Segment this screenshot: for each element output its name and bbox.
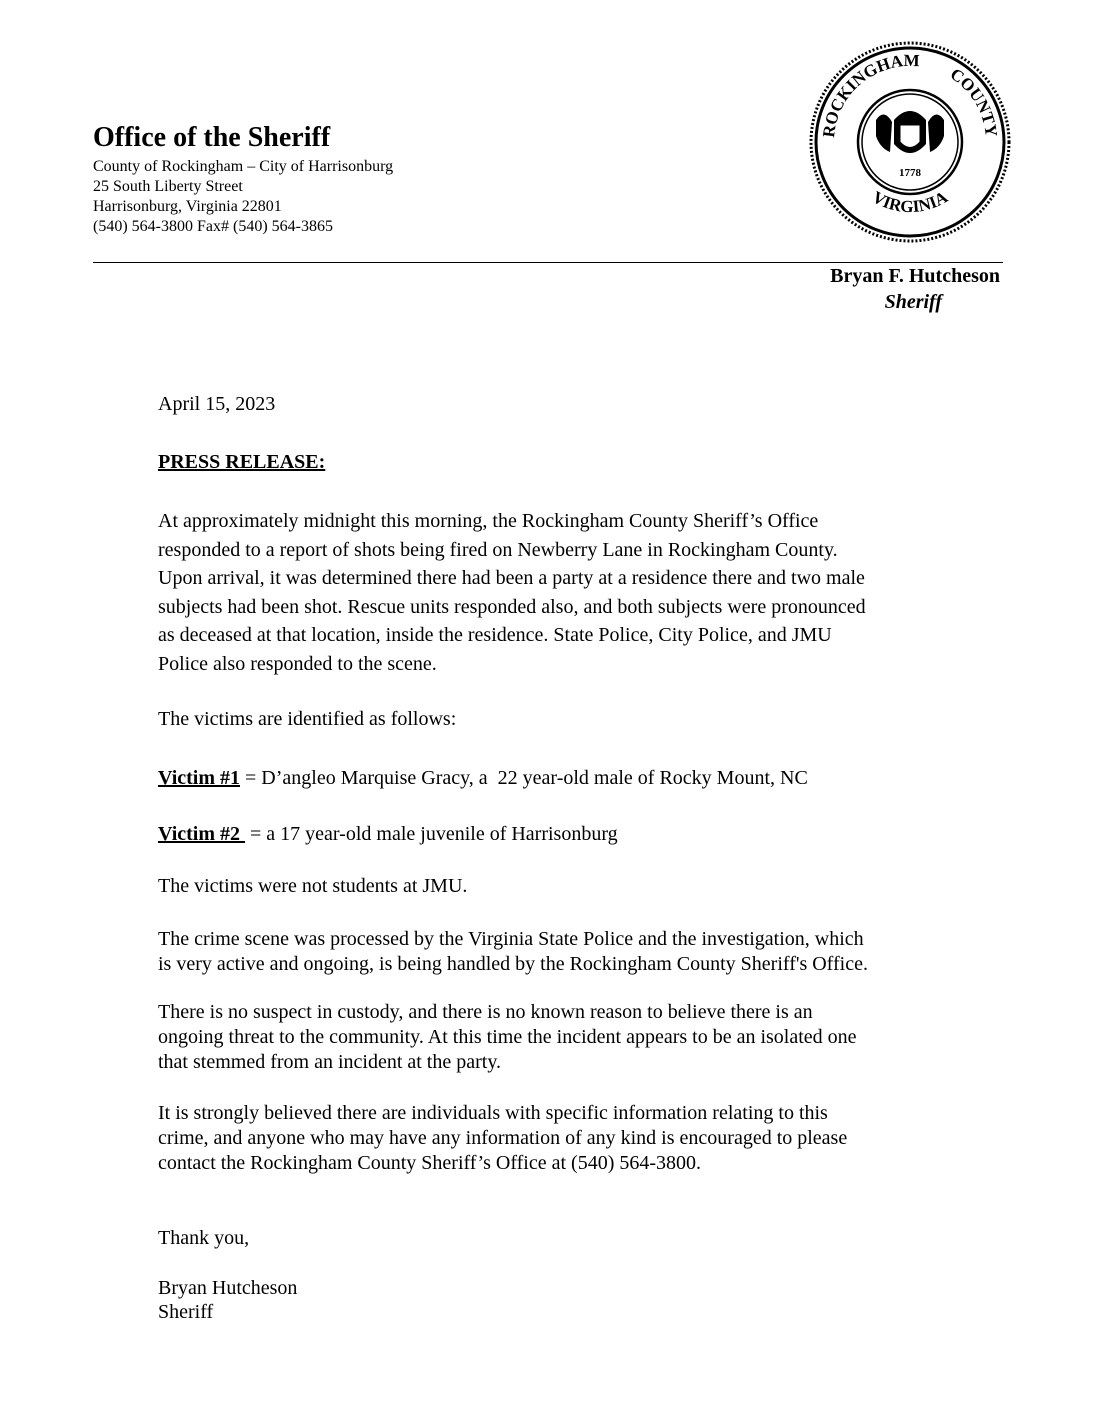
svg-text:VIRGINIA [869,187,951,216]
office-address [93,157,393,237]
seal-right-text: COUNTY [946,64,1001,138]
text-line: The crime scene was processed by the Virginia State Police and the investigation, which [158,928,864,950]
sheriff-title: Sheriff [884,291,942,313]
text-line: responded to a report of shots being fired on Newberry Lane in Rockingham County. [158,538,838,561]
text-line: Police also responded to the scene. [158,652,437,675]
text-line: It is strongly believed there are individuals with specific information relating to this [158,1102,828,1124]
paragraph-info-request [158,1101,958,1176]
seal-top-text: ROCKINGHAM [818,50,920,139]
seal-bottom-text: VIRGINIA [869,187,951,217]
text-line: There is no suspect in custody, and there is no known reason to believe there is an [158,1001,813,1023]
victim-1-text: = D’angleo Marquise Gracy, a 22 year-old male of Rocky Mount, NC [240,767,808,789]
signature-name: Bryan Hutcheson [158,1277,298,1299]
signature-block [158,1276,958,1324]
text-line: is very active and ongoing, is being handled by the Rockingham County Sheriff's Office. [158,952,868,975]
victims-intro: The victims are identified as follows: [158,708,457,730]
paragraph-incident [158,507,958,679]
text-line: crime, and anyone who may have any information of any kind is encouraged to please [158,1127,848,1149]
text-line: that stemmed from an incident at the party. [158,1050,502,1073]
victim-2-label: Victim #2 [158,823,246,845]
seal-year: 1778 [899,167,921,179]
header-divider [93,262,1003,263]
victim-2 [158,823,958,846]
paragraph-crime-scene [158,927,958,976]
victim-2-text: = a 17 year-old male juvenile of Harrisonburg [245,823,618,845]
text-line: as deceased at that location, inside the residence. State Police, City Police, and JMU [158,624,832,647]
text-line: At approximately midnight this morning, the Rockingham County Sheriff’s Office [158,510,819,532]
victim-1 [158,767,958,790]
press-release-heading: PRESS RELEASE: [158,451,326,473]
release-date: April 15, 2023 [158,393,276,415]
text-line: contact the Rockingham County Sheriff’s Office at (540) 564-3800. [158,1152,702,1174]
signature-title: Sheriff [158,1301,214,1323]
text-line: ongoing threat to the community. At this time the incident appears to be an isolated one [158,1025,857,1048]
address-line: County of Rockingham – City of Harrisonburg [93,158,394,175]
victim-1-label: Victim #1 [158,767,241,789]
county-seal-icon [808,40,1012,244]
text-line: Upon arrival, it was determined there had been a party at a residence there and two male [158,567,865,590]
closing: Thank you, [158,1227,250,1249]
phone-fax-line: (540) 564-3800 Fax# (540) 564-3865 [93,218,333,235]
address-line: Harrisonburg, Virginia 22801 [93,198,282,215]
not-students-note: The victims were not students at JMU. [158,875,468,897]
text-line: subjects had been shot. Rescue units responded also, and both subjects were pronounced [158,595,866,618]
address-line: 25 South Liberty Street [93,178,243,195]
paragraph-suspect [158,1000,958,1074]
sheriff-name: Bryan F. Hutcheson [830,265,1000,287]
office-title: Office of the Sheriff [93,122,331,153]
